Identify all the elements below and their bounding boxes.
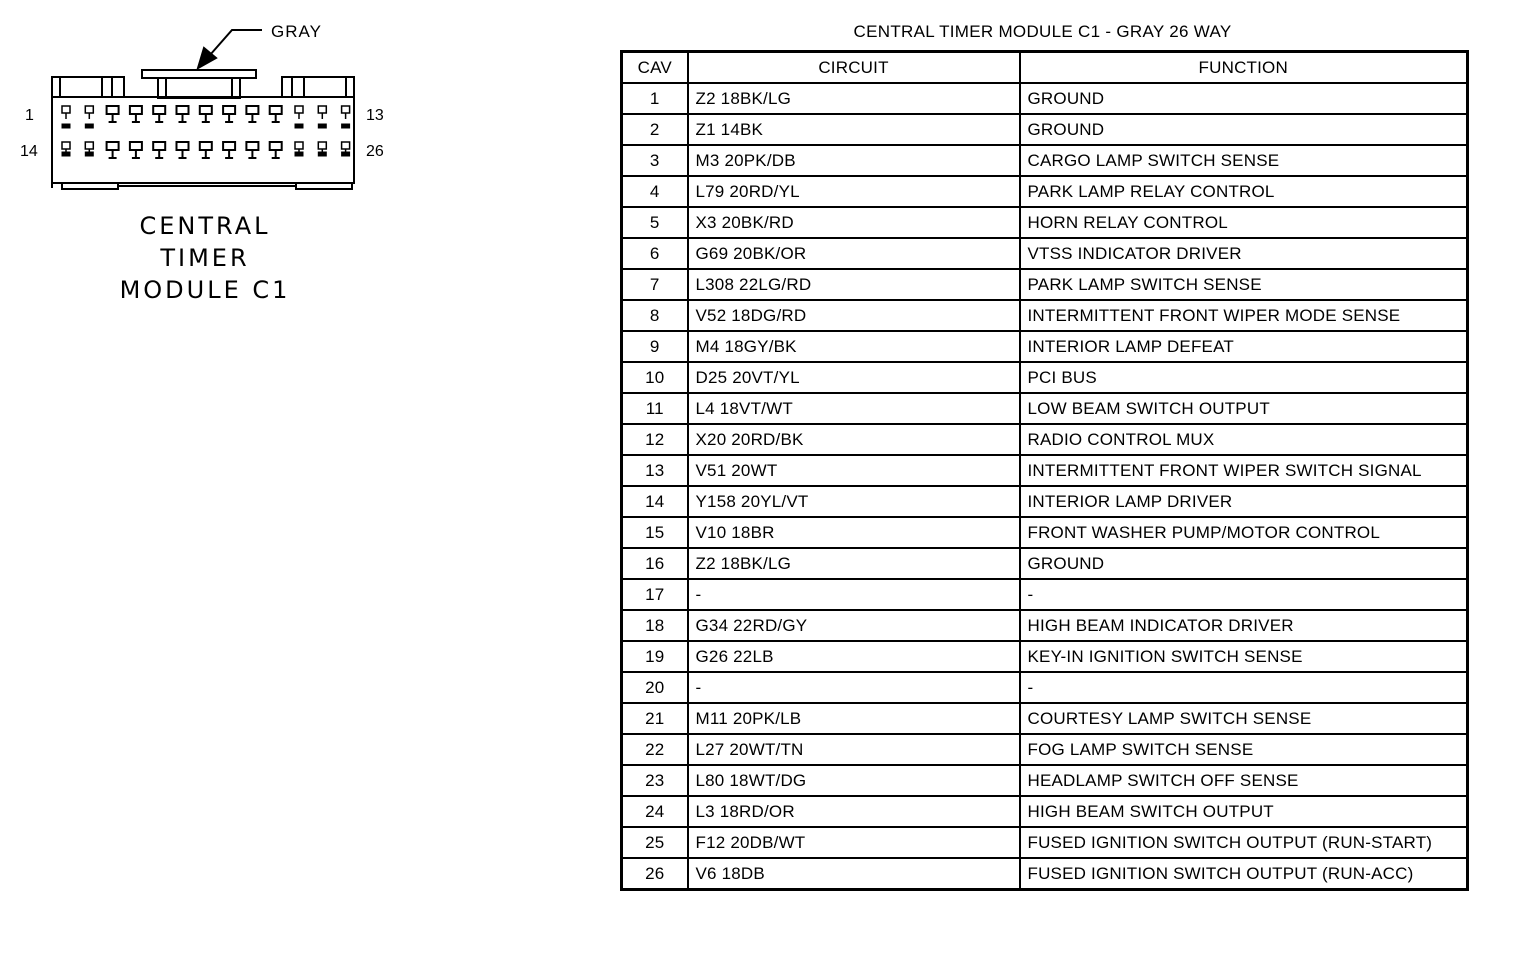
cavity-pin: [85, 142, 93, 156]
cav-cell: 1: [622, 83, 688, 114]
cavity-pin: [200, 142, 212, 158]
cav-cell: 26: [622, 858, 688, 890]
cavity-pin: [246, 142, 258, 158]
table-row: [622, 393, 1468, 424]
cav-cell: 18: [622, 610, 688, 641]
function-cell: FUSED IGNITION SWITCH OUTPUT (RUN-START): [1020, 827, 1468, 858]
table-row: [622, 796, 1468, 827]
function-cell: CARGO LAMP SWITCH SENSE: [1020, 145, 1468, 176]
circuit-cell: V51 20WT: [688, 455, 1020, 486]
cavity-pin: [107, 106, 119, 122]
cav-cell: 2: [622, 114, 688, 145]
cav-cell: 8: [622, 300, 688, 331]
table-row: [622, 517, 1468, 548]
function-cell: GROUND: [1020, 114, 1468, 145]
cav-cell: 10: [622, 362, 688, 393]
table-row: [622, 610, 1468, 641]
cavity-pin: [153, 142, 165, 158]
table-row: [622, 145, 1468, 176]
pin-label-13: 13: [366, 107, 384, 124]
module-name-line-3: MODULE C1: [119, 276, 291, 304]
circuit-cell: L79 20RD/YL: [688, 176, 1020, 207]
table-row: [622, 362, 1468, 393]
table-row: [622, 176, 1468, 207]
cav-cell: 14: [622, 486, 688, 517]
connector-cavities: [62, 106, 350, 158]
table-row: [622, 827, 1468, 858]
function-cell: -: [1020, 672, 1468, 703]
cav-cell: 6: [622, 238, 688, 269]
table-row: [622, 207, 1468, 238]
cav-cell: 17: [622, 579, 688, 610]
module-name: [70, 210, 340, 306]
circuit-cell: L308 22LG/RD: [688, 269, 1020, 300]
cav-cell: 23: [622, 765, 688, 796]
cav-cell: 22: [622, 734, 688, 765]
circuit-cell: Z2 18BK/LG: [688, 83, 1020, 114]
cav-cell: 21: [622, 703, 688, 734]
cav-cell: 13: [622, 455, 688, 486]
module-name-line-2: TIMER: [160, 244, 250, 272]
cavity-pin: [270, 142, 282, 158]
cavity-pin: [130, 106, 142, 122]
table-row: [622, 765, 1468, 796]
cavity-pin: [295, 142, 303, 156]
circuit-cell: L3 18RD/OR: [688, 796, 1020, 827]
cav-cell: 19: [622, 641, 688, 672]
cav-cell: 24: [622, 796, 688, 827]
table-row: [622, 238, 1468, 269]
function-cell: VTSS INDICATOR DRIVER: [1020, 238, 1468, 269]
circuit-cell: Z1 14BK: [688, 114, 1020, 145]
function-cell: HEADLAMP SWITCH OFF SENSE: [1020, 765, 1468, 796]
cav-cell: 15: [622, 517, 688, 548]
table-row: [622, 579, 1468, 610]
function-cell: GROUND: [1020, 548, 1468, 579]
cavity-pin: [177, 106, 189, 122]
cavity-pin: [85, 106, 93, 128]
table-row: [622, 269, 1468, 300]
cavity-pin: [246, 106, 258, 122]
function-cell: COURTESY LAMP SWITCH SENSE: [1020, 703, 1468, 734]
function-cell: INTERIOR LAMP DEFEAT: [1020, 331, 1468, 362]
circuit-cell: -: [688, 579, 1020, 610]
cav-cell: 11: [622, 393, 688, 424]
table-header-row: [622, 52, 1468, 84]
table-row: [622, 424, 1468, 455]
table-row: [622, 331, 1468, 362]
function-cell: LOW BEAM SWITCH OUTPUT: [1020, 393, 1468, 424]
gray-callout-label: GRAY: [271, 22, 322, 41]
cav-cell: 3: [622, 145, 688, 176]
function-cell: GROUND: [1020, 83, 1468, 114]
table-row: [622, 672, 1468, 703]
circuit-cell: X20 20RD/BK: [688, 424, 1020, 455]
table-row: [622, 548, 1468, 579]
circuit-cell: Z2 18BK/LG: [688, 548, 1020, 579]
function-cell: -: [1020, 579, 1468, 610]
cavity-pin: [270, 106, 282, 122]
circuit-cell: M11 20PK/LB: [688, 703, 1020, 734]
cav-cell: 25: [622, 827, 688, 858]
table-row: [622, 455, 1468, 486]
cavity-pin: [130, 142, 142, 158]
pin-label-14: 14: [20, 143, 38, 160]
circuit-cell: -: [688, 672, 1020, 703]
circuit-cell: G69 20BK/OR: [688, 238, 1020, 269]
circuit-cell: X3 20BK/RD: [688, 207, 1020, 238]
function-cell: RADIO CONTROL MUX: [1020, 424, 1468, 455]
function-cell: HIGH BEAM INDICATOR DRIVER: [1020, 610, 1468, 641]
cav-cell: 5: [622, 207, 688, 238]
function-cell: PCI BUS: [1020, 362, 1468, 393]
cavity-pin: [177, 142, 189, 158]
circuit-cell: V6 18DB: [688, 858, 1020, 890]
cav-cell: 4: [622, 176, 688, 207]
cavity-pin: [107, 142, 119, 158]
cav-cell: 20: [622, 672, 688, 703]
pin-label-1: 1: [25, 107, 34, 124]
function-cell: FUSED IGNITION SWITCH OUTPUT (RUN-ACC): [1020, 858, 1468, 890]
table-row: [622, 858, 1468, 890]
table-row: [622, 114, 1468, 145]
cavity-pin: [295, 106, 303, 128]
pin-label-26: 26: [366, 143, 384, 160]
table-title: CENTRAL TIMER MODULE C1 - GRAY 26 WAY: [853, 22, 1232, 41]
circuit-cell: Y158 20YL/VT: [688, 486, 1020, 517]
circuit-cell: L80 18WT/DG: [688, 765, 1020, 796]
circuit-cell: V52 18DG/RD: [688, 300, 1020, 331]
circuit-cell: F12 20DB/WT: [688, 827, 1020, 858]
circuit-cell: G26 22LB: [688, 641, 1020, 672]
circuit-cell: L4 18VT/WT: [688, 393, 1020, 424]
circuit-cell: G34 22RD/GY: [688, 610, 1020, 641]
cavity-pin: [223, 142, 235, 158]
function-cell: INTERIOR LAMP DRIVER: [1020, 486, 1468, 517]
circuit-cell: L27 20WT/TN: [688, 734, 1020, 765]
table-row: [622, 641, 1468, 672]
module-name-line-1: CENTRAL: [139, 212, 271, 240]
function-cell: INTERMITTENT FRONT WIPER MODE SENSE: [1020, 300, 1468, 331]
circuit-cell: M4 18GY/BK: [688, 331, 1020, 362]
cavity-pin: [342, 142, 350, 156]
function-cell: FOG LAMP SWITCH SENSE: [1020, 734, 1468, 765]
header-cav: CAV: [622, 52, 688, 84]
table-row: [622, 703, 1468, 734]
cav-cell: 12: [622, 424, 688, 455]
pinout-table: [620, 50, 1469, 891]
function-cell: FRONT WASHER PUMP/MOTOR CONTROL: [1020, 517, 1468, 548]
cavity-pin: [62, 142, 70, 156]
cavity-pin: [200, 106, 212, 122]
table-row: [622, 300, 1468, 331]
header-circuit: CIRCUIT: [688, 52, 1020, 84]
cav-cell: 7: [622, 269, 688, 300]
cav-cell: 9: [622, 331, 688, 362]
cav-cell: 16: [622, 548, 688, 579]
cavity-pin: [318, 106, 326, 128]
table-row: [622, 83, 1468, 114]
cavity-pin: [62, 106, 70, 128]
header-function: FUNCTION: [1020, 52, 1468, 84]
function-cell: HIGH BEAM SWITCH OUTPUT: [1020, 796, 1468, 827]
gray-callout-arrow: [198, 30, 262, 68]
cavity-pin: [223, 106, 235, 122]
function-cell: INTERMITTENT FRONT WIPER SWITCH SIGNAL: [1020, 455, 1468, 486]
circuit-cell: D25 20VT/YL: [688, 362, 1020, 393]
cavity-pin: [153, 106, 165, 122]
table-row: [622, 486, 1468, 517]
cavity-pin: [318, 142, 326, 156]
function-cell: KEY-IN IGNITION SWITCH SENSE: [1020, 641, 1468, 672]
function-cell: HORN RELAY CONTROL: [1020, 207, 1468, 238]
connector-housing: [52, 70, 354, 189]
circuit-cell: V10 18BR: [688, 517, 1020, 548]
cavity-pin: [342, 106, 350, 128]
function-cell: PARK LAMP SWITCH SENSE: [1020, 269, 1468, 300]
function-cell: PARK LAMP RELAY CONTROL: [1020, 176, 1468, 207]
circuit-cell: M3 20PK/DB: [688, 145, 1020, 176]
table-row: [622, 734, 1468, 765]
